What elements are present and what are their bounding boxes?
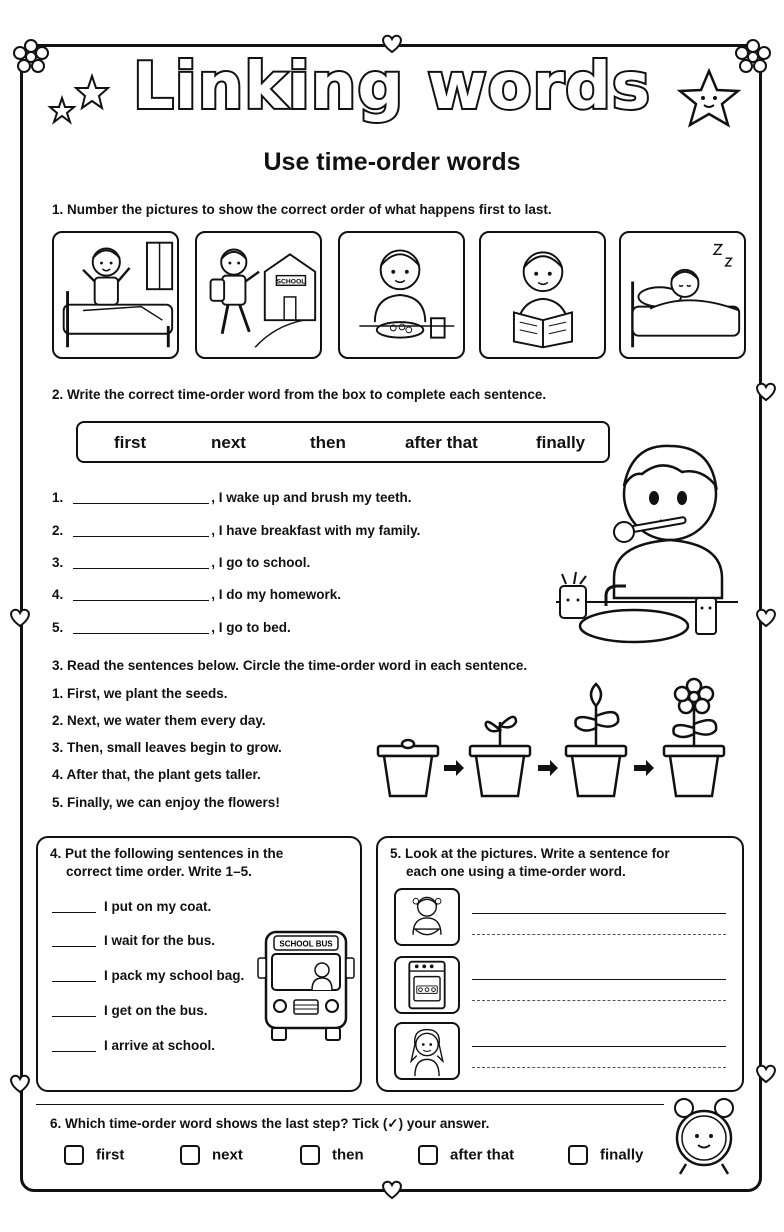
- question-6-prompt: 6. Which time-order word shows the last step? Tick (✓) your answer.: [50, 1116, 490, 1131]
- answer-blank[interactable]: [73, 568, 209, 569]
- fill-sentence-5: [52, 620, 291, 635]
- write-guide-line: [472, 934, 726, 935]
- order-blank[interactable]: [52, 946, 96, 947]
- option-label: after that: [450, 1146, 515, 1164]
- write-line[interactable]: [472, 979, 726, 980]
- boy-brushing-teeth-illustration: [552, 428, 742, 648]
- order-text: I get on the bus.: [104, 1003, 208, 1018]
- school-sign-text: SCHOOL: [276, 278, 306, 286]
- circle-sentence-4: 4. After that, the plant gets taller.: [52, 767, 261, 782]
- order-blank[interactable]: [52, 1051, 96, 1052]
- picture-girl-smiling: [394, 1022, 460, 1080]
- checkbox[interactable]: [568, 1145, 588, 1165]
- question-2-prompt: 2. Write the correct time-order word from the box to complete each sentence.: [52, 387, 547, 402]
- question-1-prompt: 1. Number the pictures to show the correct order of what happens first to last.: [52, 202, 552, 217]
- write-line[interactable]: [472, 913, 726, 914]
- tick-option-after-that[interactable]: [418, 1145, 514, 1165]
- checkbox[interactable]: [300, 1145, 320, 1165]
- order-blank[interactable]: [52, 981, 96, 982]
- tick-option-finally[interactable]: [568, 1145, 643, 1165]
- sentence-number: 1.: [52, 490, 64, 505]
- answer-blank[interactable]: [73, 633, 209, 634]
- word-bank-finally: finally: [536, 433, 586, 452]
- sentence-text: , I go to bed.: [211, 620, 291, 635]
- walk-to-school-illustration: [197, 233, 320, 357]
- order-item-5: [52, 1038, 215, 1053]
- order-text: I arrive at school.: [104, 1038, 216, 1053]
- fill-sentence-2: [52, 523, 420, 538]
- question-5-prompt-line1: 5. Look at the pictures. Write a sentence for: [390, 846, 670, 861]
- question-4-prompt-line1: 4. Put the following sentences in the: [50, 846, 284, 861]
- circle-sentence-5: 5. Finally, we can enjoy the flowers!: [52, 795, 280, 810]
- option-label: then: [332, 1146, 364, 1164]
- girl-eating-illustration: [396, 890, 458, 944]
- option-label: finally: [600, 1146, 644, 1164]
- page-subtitle: Use time-order words: [263, 148, 521, 176]
- question-3-prompt: 3. Read the sentences below. Circle the time-order word in each sentence.: [52, 658, 528, 673]
- question-5-prompt-line2: each one using a time-order word.: [406, 864, 626, 879]
- picture-eating-breakfast: [338, 231, 465, 359]
- answer-blank[interactable]: [73, 503, 209, 504]
- word-bank-after-that: after that: [405, 433, 478, 452]
- fill-sentence-1: [52, 490, 412, 505]
- order-blank[interactable]: [52, 912, 96, 913]
- sentence-number: 2.: [52, 523, 64, 538]
- girl-smiling-illustration: [396, 1024, 458, 1078]
- sentence-text: , I go to school.: [211, 555, 311, 570]
- picture-going-to-school: [195, 231, 322, 359]
- order-text: I put on my coat.: [104, 899, 212, 914]
- school-bus-illustration: [256, 928, 356, 1046]
- checkbox[interactable]: [64, 1145, 84, 1165]
- heart-icon: [754, 608, 778, 628]
- wake-up-illustration: [54, 233, 177, 357]
- bus-sign-text: SCHOOL BUS: [279, 939, 333, 949]
- page-title: Linking words: [133, 50, 651, 124]
- answer-blank[interactable]: [73, 600, 209, 601]
- section-divider: [36, 1104, 664, 1105]
- reading-illustration: [481, 233, 604, 357]
- plant-growth-sequence: [372, 676, 734, 804]
- question-4-prompt-line2: correct time order. Write 1–5.: [66, 864, 252, 879]
- order-blank[interactable]: [52, 1016, 96, 1017]
- circle-sentence-1: 1. First, we plant the seeds.: [52, 686, 228, 701]
- order-item-1: [52, 899, 211, 914]
- heart-icon: [380, 1180, 404, 1200]
- write-guide-line: [472, 1067, 726, 1068]
- option-label: next: [212, 1146, 243, 1164]
- word-bank-first: first: [114, 433, 147, 452]
- sentence-text: , I have breakfast with my family.: [211, 523, 421, 538]
- picture-sleeping: [619, 231, 746, 359]
- word-bank-next: next: [211, 433, 246, 452]
- sleeping-illustration: [621, 233, 744, 357]
- breakfast-illustration: [340, 233, 463, 357]
- picture-reading-book: [479, 231, 606, 359]
- checkbox[interactable]: [418, 1145, 438, 1165]
- sentence-number: 5.: [52, 620, 64, 635]
- option-label: first: [96, 1146, 125, 1164]
- picture-oven: [394, 956, 460, 1014]
- sentence-number: 3.: [52, 555, 64, 570]
- oven-illustration: [396, 958, 458, 1012]
- fill-sentence-3: [52, 555, 310, 570]
- alarm-clock-icon: [670, 1096, 738, 1178]
- picture-waking-up: [52, 231, 179, 359]
- write-line[interactable]: [472, 1046, 726, 1047]
- order-item-2: [52, 933, 215, 948]
- sentence-number: 4.: [52, 587, 64, 602]
- word-bank: [76, 421, 610, 463]
- tick-option-next[interactable]: [180, 1145, 243, 1165]
- picture-girl-eating: [394, 888, 460, 946]
- circle-sentence-2: 2. Next, we water them every day.: [52, 713, 266, 728]
- tick-option-first[interactable]: [64, 1145, 124, 1165]
- word-bank-then: then: [310, 433, 346, 452]
- heart-icon: [754, 382, 778, 402]
- heart-icon: [8, 1074, 32, 1094]
- answer-blank[interactable]: [73, 536, 209, 537]
- tick-option-then[interactable]: [300, 1145, 364, 1165]
- heart-icon: [8, 608, 32, 628]
- sentence-text: , I wake up and brush my teeth.: [211, 490, 412, 505]
- fill-sentence-4: [52, 587, 341, 602]
- sentence-text: , I do my homework.: [211, 587, 342, 602]
- circle-sentence-3: 3. Then, small leaves begin to grow.: [52, 740, 282, 755]
- write-guide-line: [472, 1000, 726, 1001]
- order-item-3: [52, 968, 244, 983]
- heart-icon: [754, 1064, 778, 1084]
- order-text: I pack my school bag.: [104, 968, 245, 983]
- order-text: I wait for the bus.: [104, 933, 216, 948]
- checkbox[interactable]: [180, 1145, 200, 1165]
- order-item-4: [52, 1003, 208, 1018]
